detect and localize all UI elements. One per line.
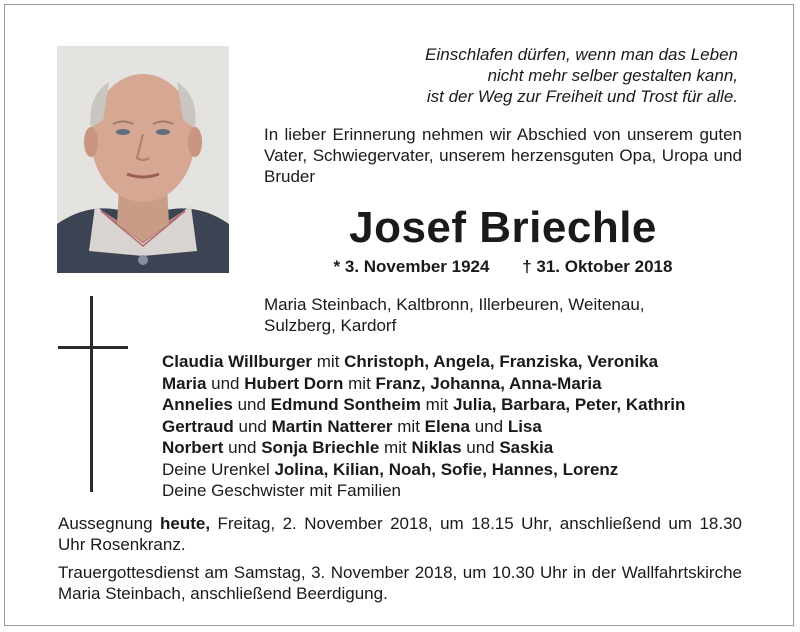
mourner-name: Norbert — [162, 438, 224, 457]
mourner-name: Sonja Briechle — [261, 438, 380, 457]
mourner-connector: Deine Geschwister mit Familien — [162, 481, 402, 500]
mourner-line — [162, 437, 752, 459]
mourner-name: Gertraud — [162, 416, 234, 436]
mourner-name: Niklas — [411, 438, 462, 457]
aussegnung-text: Aussegnung heute, Freitag, 2. November 2018, um 18.15 Uhr, anschließend um 18.30 Uhr Rosenkranz. — [58, 514, 742, 554]
trauergottesdienst-text: Trauergottesdienst am Samstag, 3. November 2018, um 10.30 Uhr in der Wallfahrtskirche Maria Steinbach, anschließend Beerdigung. — [58, 563, 742, 603]
mourner-line — [162, 373, 752, 395]
mourner-line — [162, 351, 752, 373]
mourner-connector: und — [233, 416, 272, 436]
mourner-connector: und — [232, 395, 271, 414]
quote — [300, 44, 738, 107]
quote-line: Einschlafen dürfen, wenn man das Leben — [425, 45, 738, 64]
mourner-name: Maria — [162, 373, 207, 393]
mourner-name: Lisa — [507, 416, 542, 436]
mourner-name: Jolina, Kilian, Noah, Sofie, Hannes, Lorenz — [274, 459, 619, 479]
mourner-name: Franz, Johanna, Anna-Maria — [375, 373, 602, 393]
mourner-name: Hubert Dorn — [244, 373, 344, 393]
mourner-connector: Deine Urenkel — [162, 459, 275, 479]
quote-line: nicht mehr selber gestalten kann, — [487, 66, 738, 85]
service-info — [58, 513, 742, 611]
mourner-name: Edmund Sontheim — [270, 395, 421, 414]
death-date: † 31. Oktober 2018 — [522, 257, 673, 276]
mourner-connector: mit — [343, 373, 376, 393]
mourner-line — [162, 394, 752, 416]
mourner-name: Elena — [424, 416, 470, 436]
cross-icon — [58, 296, 128, 492]
mourner-line — [162, 416, 752, 438]
mourner-name: Saskia — [499, 438, 554, 457]
deceased-name: Josef Briechle — [349, 203, 657, 252]
mourner-name: Julia, Barbara, Peter, Kathrin — [452, 395, 686, 414]
quote-line: ist der Weg zur Freiheit und Trost für alle. — [426, 87, 738, 106]
mourner-connector: und — [470, 416, 508, 436]
mourner-name: Annelies — [162, 395, 233, 414]
mourner-connector: mit — [312, 352, 345, 371]
mourner-name: Martin Natterer — [271, 416, 393, 436]
mourner-connector: und — [223, 438, 262, 457]
life-dates — [264, 256, 742, 278]
mourner-connector: und — [206, 373, 245, 393]
places: Maria Steinbach, Kaltbronn, Illerbeuren, Weitenau, Sulzberg, Kardorf — [264, 295, 645, 335]
mourner-connector: mit — [379, 438, 412, 457]
portrait-photo — [57, 46, 229, 273]
birth-date: * 3. November 1924 — [333, 257, 490, 276]
mourners-list — [162, 351, 752, 502]
mourner-line — [162, 459, 752, 481]
mourner-name: Claudia Willburger — [162, 352, 313, 371]
intro-text: In lieber Erinnerung nehmen wir Abschied von unserem guten Vater, Schwiegervater, unserem herzensguten Opa, Uropa und Bruder — [264, 125, 742, 186]
mourner-line — [162, 480, 752, 502]
mourner-connector: und — [461, 438, 500, 457]
mourner-connector: mit — [392, 416, 425, 436]
mourner-name: Christoph, Angela, Franziska, Veronika — [344, 352, 659, 371]
mourner-connector: mit — [420, 395, 453, 414]
